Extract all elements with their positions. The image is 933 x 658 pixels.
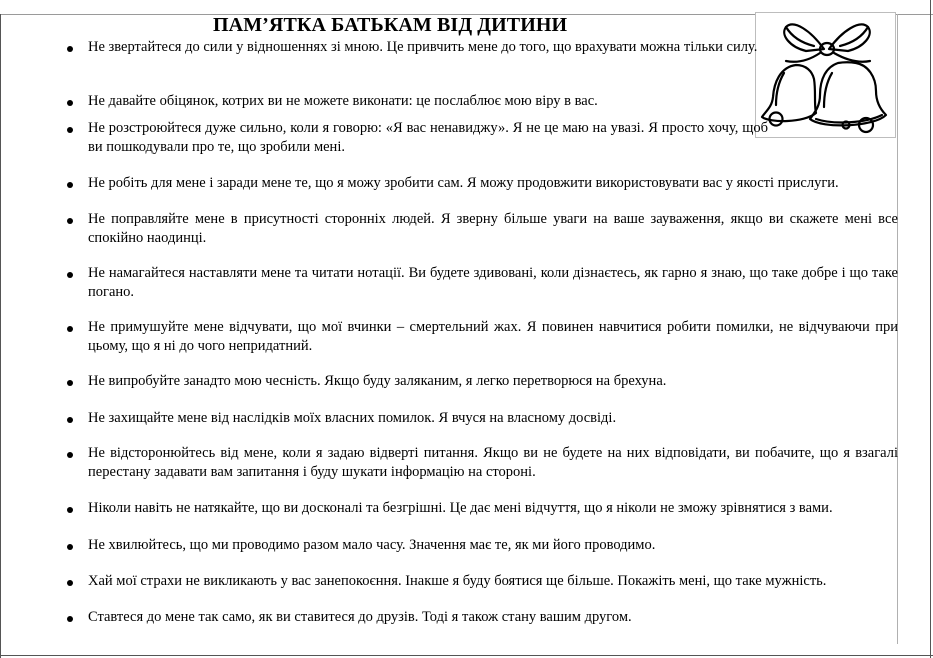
- list-bullet: [67, 46, 73, 52]
- list-item: Не звертайтеся до сили у відношеннях зі мною. Це привчить мене до того, що врахувати можна тільки силу.: [88, 39, 758, 55]
- list-bullet: [67, 452, 73, 458]
- list-item: Не намагайтеся наставляти мене та читати нотації. Ви будете здивовані, коли дізнаєтесь, як гарно я знаю, що таке добре і що таке погано.: [88, 265, 898, 300]
- page-border-right: [930, 0, 931, 658]
- list-bullet: [67, 507, 73, 513]
- list-item: Не примушуйте мене відчувати, що мої вчинки – смертельний жах. Я повинен навчитися робити помилки, не відчуваючи при цьому, що я ні до чого непридатний.: [88, 319, 898, 354]
- page-border-left: [0, 14, 1, 658]
- list-bullet: [67, 182, 73, 188]
- list-item: Ніколи навіть не натякайте, що ви досконалі та безгрішні. Це дає мені відчуття, що я ніколи не зможу зрівнятися з вами.: [88, 500, 833, 516]
- page-border-bottom: [0, 655, 933, 656]
- list-bullet: [67, 544, 73, 550]
- list-item: Хай мої страхи не викликають у вас занепокоєння. Інакше я буду боятися ще більше. Покажіть мені, що таке мужність.: [88, 573, 827, 589]
- list-bullet: [67, 127, 73, 133]
- bells-with-bow-icon: [755, 12, 896, 138]
- list-bullet: [67, 417, 73, 423]
- list-item: Не відсторонюйтесь від мене, коли я задаю відверті питання. Якщо ви не будете на них відповідати, ви побачите, що я взагалі перестану задавати вам запитання і буду шукати інформацію на стороні.: [88, 445, 898, 480]
- list-item: Не розстроюйтеся дуже сильно, коли я говорю: «Я вас ненавиджу». Я не це маю на увазі. Я просто хочу, щоб ви пошкодували про те, що зробили мені.: [88, 120, 768, 155]
- list-bullet: [67, 380, 73, 386]
- list-bullet: [67, 100, 73, 106]
- list-bullet: [67, 272, 73, 278]
- list-item: Ставтеся до мене так само, як ви ставитеся до друзів. Тоді я також стану вашим другом.: [88, 609, 632, 625]
- list-item: Не захищайте мене від наслідків моїх власних помилок. Я вчуся на власному досвіді.: [88, 410, 617, 426]
- list-bullet: [67, 218, 73, 224]
- list-item: Не хвилюйтесь, що ми проводимо разом мало часу. Значення має те, як ми його проводимо.: [88, 537, 656, 553]
- list-bullet: [67, 580, 73, 586]
- list-item: Не давайте обіцянок, котрих ви не можете виконати: це послаблює мою віру в вас.: [88, 93, 598, 109]
- list-item: Не поправляйте мене в присутності сторонніх людей. Я зверну більше уваги на ваше зауваження, якщо ви скажете мені все спокійно наодинці.: [88, 211, 898, 246]
- page-title: ПАМ’ЯТКА БАТЬКАМ ВІД ДИТИНИ: [213, 14, 568, 36]
- list-bullet: [67, 326, 73, 332]
- list-bullet: [67, 616, 73, 622]
- list-item: Не робіть для мене і заради мене те, що я можу зробити сам. Я можу продовжити використовувати вас у якості прислуги.: [88, 175, 839, 191]
- list-item: Не випробуйте занадто мою чесність. Якщо буду заляканим, я легко перетворюся на брехуна.: [88, 373, 667, 389]
